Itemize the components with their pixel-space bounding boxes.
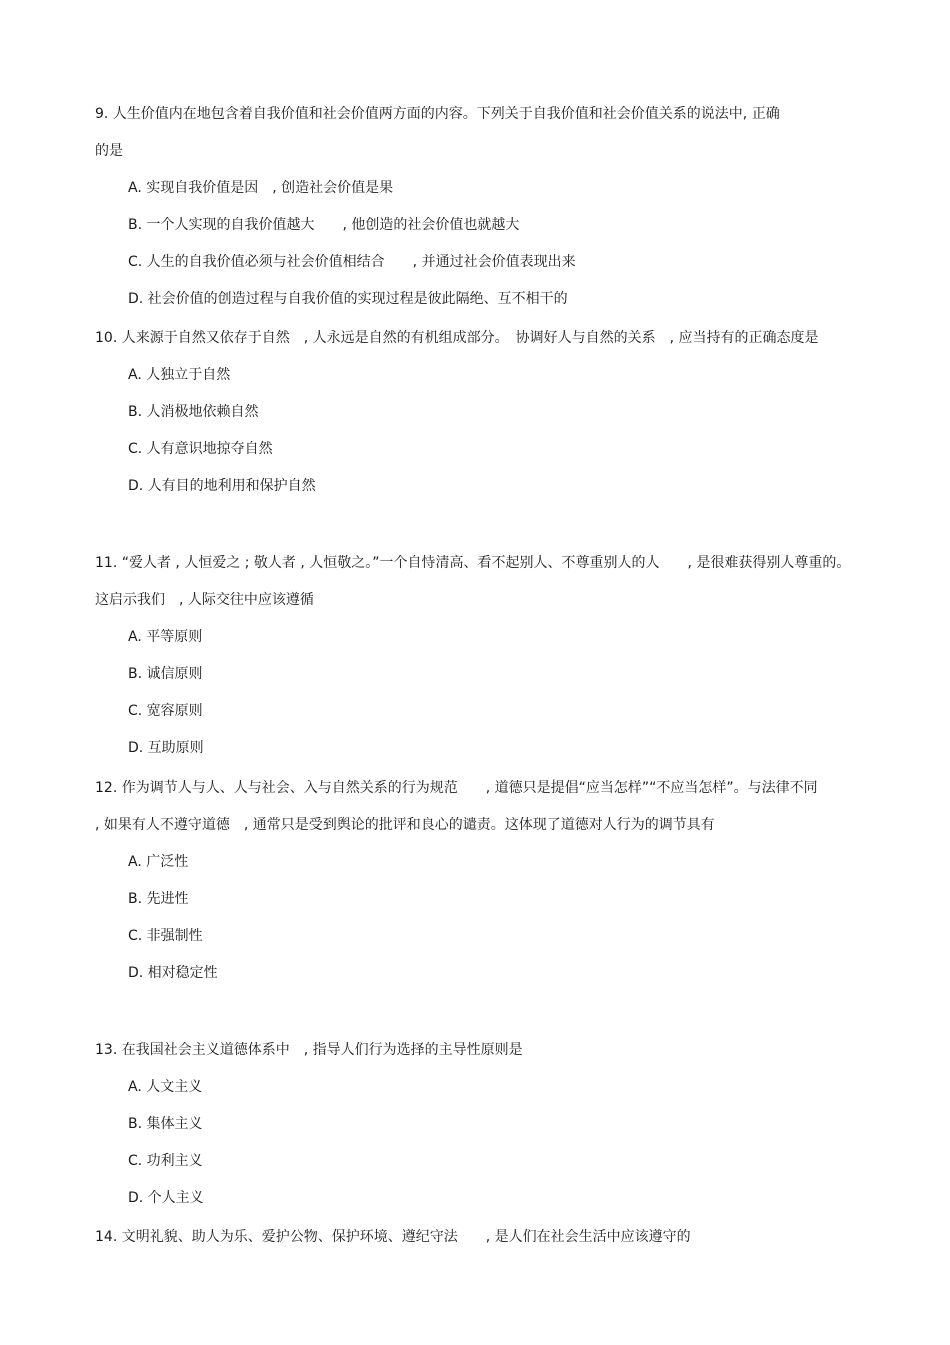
option-b: B. 先进性 (128, 891, 189, 907)
option-b: B. 集体主义 (128, 1116, 203, 1132)
question-13 (95, 1032, 855, 1217)
option-c: C. 人生的自我价值必须与社会价值相结合 , 并通过社会价值表现出来 (128, 254, 576, 270)
question-10 (95, 320, 847, 505)
option-d: D. 相对稳定性 (128, 965, 218, 981)
option-c: C. 非强制性 (128, 928, 203, 944)
question-stem: 14. 文明礼貌、助人为乐、爱护公物、保护环境、遵纪守法 , 是人们在社会生活中应该遵守的 (95, 1229, 691, 1245)
option-a: A. 实现自我价值是因 , 创造社会价值是果 (128, 180, 394, 196)
question-stem: 12. 作为调节人与人、人与社会、入与自然关系的行为规范 , 道德只是提倡“应当怎样”“不应当怎样”。与法律不同 , 如果有人不遵守道德 , 通常只是受到舆论的批评和良心的谴责。这体现了道德对人行为的调节具有 (95, 780, 818, 833)
option-a: A. 平等原则 (128, 629, 203, 645)
question-stem: 9. 人生价值内在地包含着自我价值和社会价值两方面的内容。下列关于自我价值和社会价值关系的说法中, 正确的是 (95, 106, 780, 159)
question-stem: 11. “爱人者 , 人恒爱之 ; 敬人者 , 人恒敬之。”一个自恃清高、看不起别人、不尊重别人的人 , 是很难获得别人尊重的。这启示我们 , 人际交往中应该遵循 (95, 555, 851, 608)
option-b: B. 人消极地依赖自然 (128, 404, 259, 420)
option-a: A. 人独立于自然 (128, 367, 231, 383)
option-a: A. 人文主义 (128, 1079, 203, 1095)
option-b: B. 诚信原则 (128, 666, 203, 682)
option-b: B. 一个人实现的自我价值越大 , 他创造的社会价值也就越大 (128, 217, 520, 233)
option-c: C. 功利主义 (128, 1153, 203, 1169)
option-a: A. 广泛性 (128, 854, 189, 870)
option-d: D. 人有目的地利用和保护自然 (128, 478, 316, 494)
option-d: D. 互助原则 (128, 740, 204, 756)
question-12 (95, 770, 825, 992)
option-d: D. 个人主义 (128, 1190, 204, 1206)
option-c: C. 人有意识地掠夺自然 (128, 441, 273, 457)
option-d: D. 社会价值的创造过程与自我价值的实现过程是彼此隔绝、互不相干的 (128, 291, 568, 307)
question-14 (95, 1219, 855, 1256)
option-c: C. 宽容原则 (128, 703, 203, 719)
question-stem: 10. 人来源于自然又依存于自然 , 人永远是自然的有机组成部分。 协调好人与自然的关系 , 应当持有的正确态度是 (95, 330, 819, 346)
question-stem: 13. 在我国社会主义道德体系中 , 指导人们行为选择的主导性原则是 (95, 1042, 523, 1058)
question-11 (95, 545, 851, 767)
question-9 (95, 96, 785, 318)
